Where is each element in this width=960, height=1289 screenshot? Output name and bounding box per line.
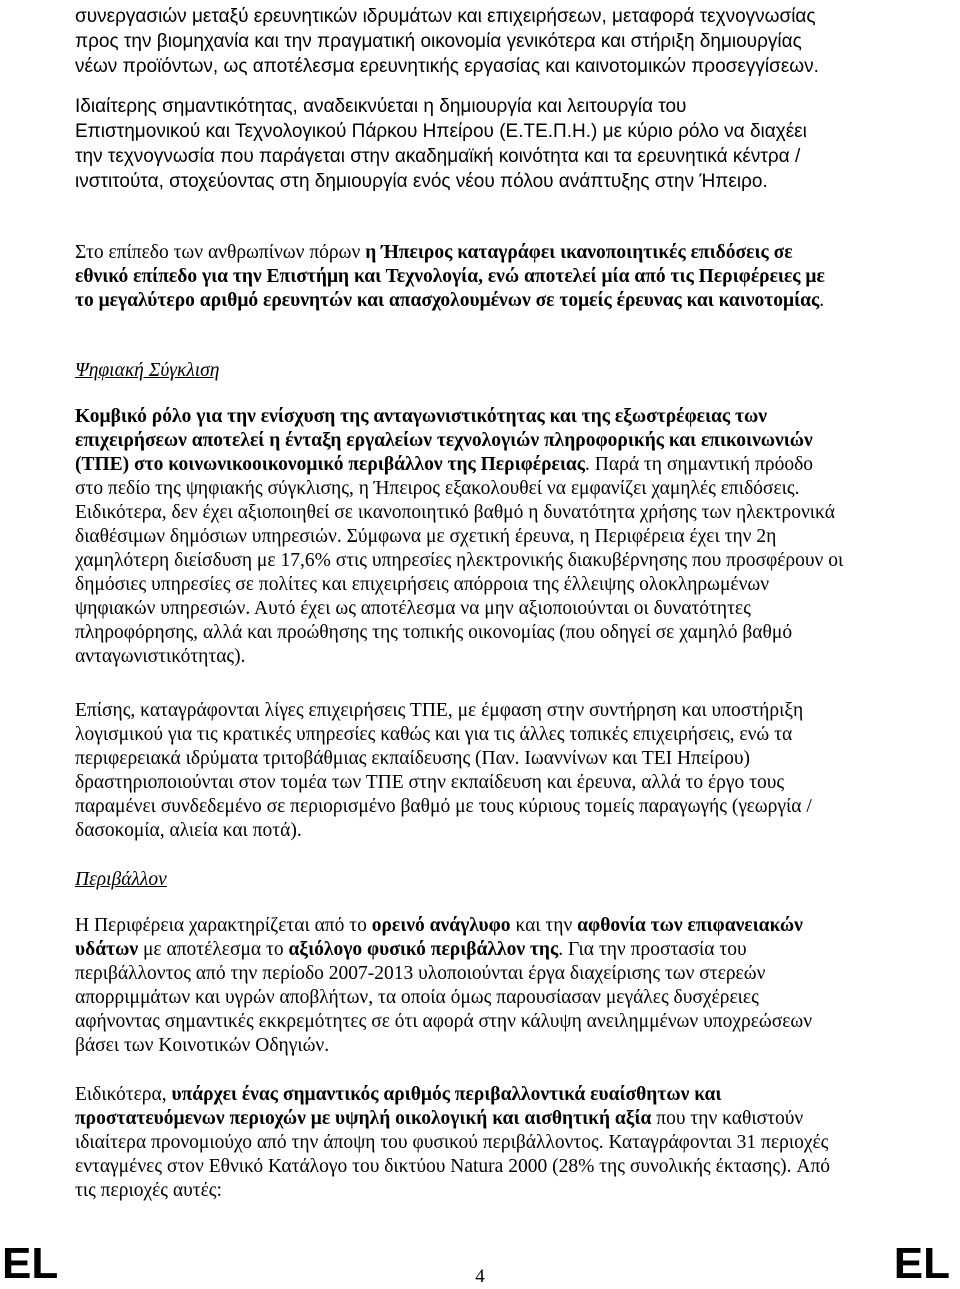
footer-language-code-right: EL [893, 1239, 950, 1288]
paragraph-ict-companies: Επίσης, καταγράφονται λίγες επιχειρήσεις ΤΠΕ, με έμφαση στην συντήρηση και υποστήριξη λογισμικού για τις κρατικές υπηρεσίες καθώς και για τις άλλες τοπικές επιχειρήσεις, ενώ τα περιφερειακά ιδρύματα τριτοβάθμιας εκπαίδευσης (Παν. Ιωαννίνων και ΤΕΙ Ηπείρου) δραστηριοποιούνται στον τομέα των ΤΠΕ στην εκπαίδευση και έρευνα, αλλά το έργο τους παραμένει συνδεδεμένο σε περιορισμένο βαθμό με τους κύριους τομείς παραγωγής (γεωργία / δασοκομία, αλιεία και ποτά). [75, 700, 812, 841]
paragraph-research-cooperation: συνεργασιών μεταξύ ερευνητικών ιδρυμάτων και επιχειρήσεων, μεταφορά τεχνογνωσίας προς την βιομηχανία και την πραγματική οικονομία γενικότερα και στήριξη δημιουργίας νέων προϊόντων, ως αποτέλεσμα ερευνητικής εργασίας και καινοτομικών προσεγγίσεων. [75, 6, 819, 77]
paragraph-human-resources: Στο επίπεδο των ανθρωπίνων πόρων η Ήπειρος καταγράφει ικανοποιητικές επιδόσεις σε εθνικό επίπεδο για την Επιστήμη και Τεχνολογία, ενώ αποτελεί μία από τις Περιφέρειες με το μεγαλύτερο αριθμό ερευνητών και απασχολουμένων σε τομείς έρευνας και καινοτομίας. [75, 242, 825, 311]
paragraph-ict: Κομβικό ρόλο για την ενίσχυση της ανταγωνιστικότητας και της εξωστρέφειας των επιχειρήσεων αποτελεί η ένταξη εργαλείων τεχνολογιών πληροφορικής και επικοινωνιών (ΤΠΕ) στο κοινωνικοοικονομικό περιβάλλον της Περιφέρειας. Παρά τη σημαντική πρόοδο στο πεδίο της ψηφιακής σύγκλισης, η Ήπειρος εξακολουθεί να εμφανίζει χαμηλές επιδόσεις. Ειδικότερα, δεν έχει αξιοποιηθεί σε ικανοποιητικό βαθμό η δυνατότητα χρήσης των ηλεκτρονικά διαθέσιμων δημόσιων υπηρεσιών. Σύμφωνα με σχετική έρευνα, η Περιφέρεια έχει την 2η χαμηλότερη διείσδυση με 17,6% στις υπηρεσίες ηλεκτρονικής διακυβέρνησης που προσφέρουν οι δημόσιες υπηρεσίες σε πολίτες και επιχειρήσεις απόρροια της έλλειψης ολοκληρωμένων ψηφιακών υπηρεσιών. Αυτό έχει ως αποτέλεσμα να μην αξιοποιούνται οι δυνατότητες πληροφόρησης, αλλά και προώθησης της τοπικής οικονομίας (που οδηγεί σε χαμηλό βαθμό ανταγωνιστικότητας). [75, 406, 844, 667]
paragraph-protected-areas: Ειδικότερα, υπάρχει ένας σημαντικός αριθμός περιβαλλοντικά ευαίσθητων και προστατευόμενων περιοχών με υψηλή οικολογική και αισθητική αξία που την καθιστούν ιδιαίτερα προνομιούχο από την άποψη του φυσικού περιβάλλοντος. Καταγράφονται 31 περιοχές ενταγμένες στον Εθνικό Κατάλογο του δικτύου Natura 2000 (28% της συνολικής έκτασης). Από τις περιοχές αυτές: [75, 1084, 831, 1201]
paragraph-science-park: Ιδιαίτερης σημαντικότητας, αναδεικνύεται η δημιουργία και λειτουργία του Επιστημονικού και Τεχνολογικού Πάρκου Ηπείρου (Ε.ΤΕ.Π.Η.) με κύριο ρόλο να διαχέει την τεχνογνωσία που παράγεται στην ακαδημαϊκή κοινότητα και τα ερευνητικά κέντρα / ινστιτούτα, στοχεύοντας στη δημιουργία ενός νέου πόλου ανάπτυξης στην Ήπειρο. [75, 96, 807, 192]
section-heading-digital-convergence: Ψηφιακή Σύγκλιση [75, 360, 220, 381]
page-number: 4 [475, 1266, 485, 1287]
paragraph-environment: Η Περιφέρεια χαρακτηρίζεται από το ορεινό ανάγλυφο και την αφθονία των επιφανειακών υδάτων με αποτέλεσμα το αξιόλογο φυσικό περιβάλλον της. Για την προστασία του περιβάλλοντος από την περίοδο 2007-2013 υλοποιούνται έργα διαχείρισης των στερεών απορριμμάτων και υγρών αποβλήτων, τα οποία όμως παρουσίασαν μεγάλες δυσχέρειες αφήνοντας σημαντικές εκκρεμότητες σε ότι αφορά στην κάλυψη ανειλημμένων υποχρεώσεων βάσει των Κοινοτικών Οδηγιών. [75, 915, 813, 1056]
footer-language-code-left: EL [2, 1239, 59, 1288]
section-heading-environment: Περιβάλλον [75, 869, 167, 890]
